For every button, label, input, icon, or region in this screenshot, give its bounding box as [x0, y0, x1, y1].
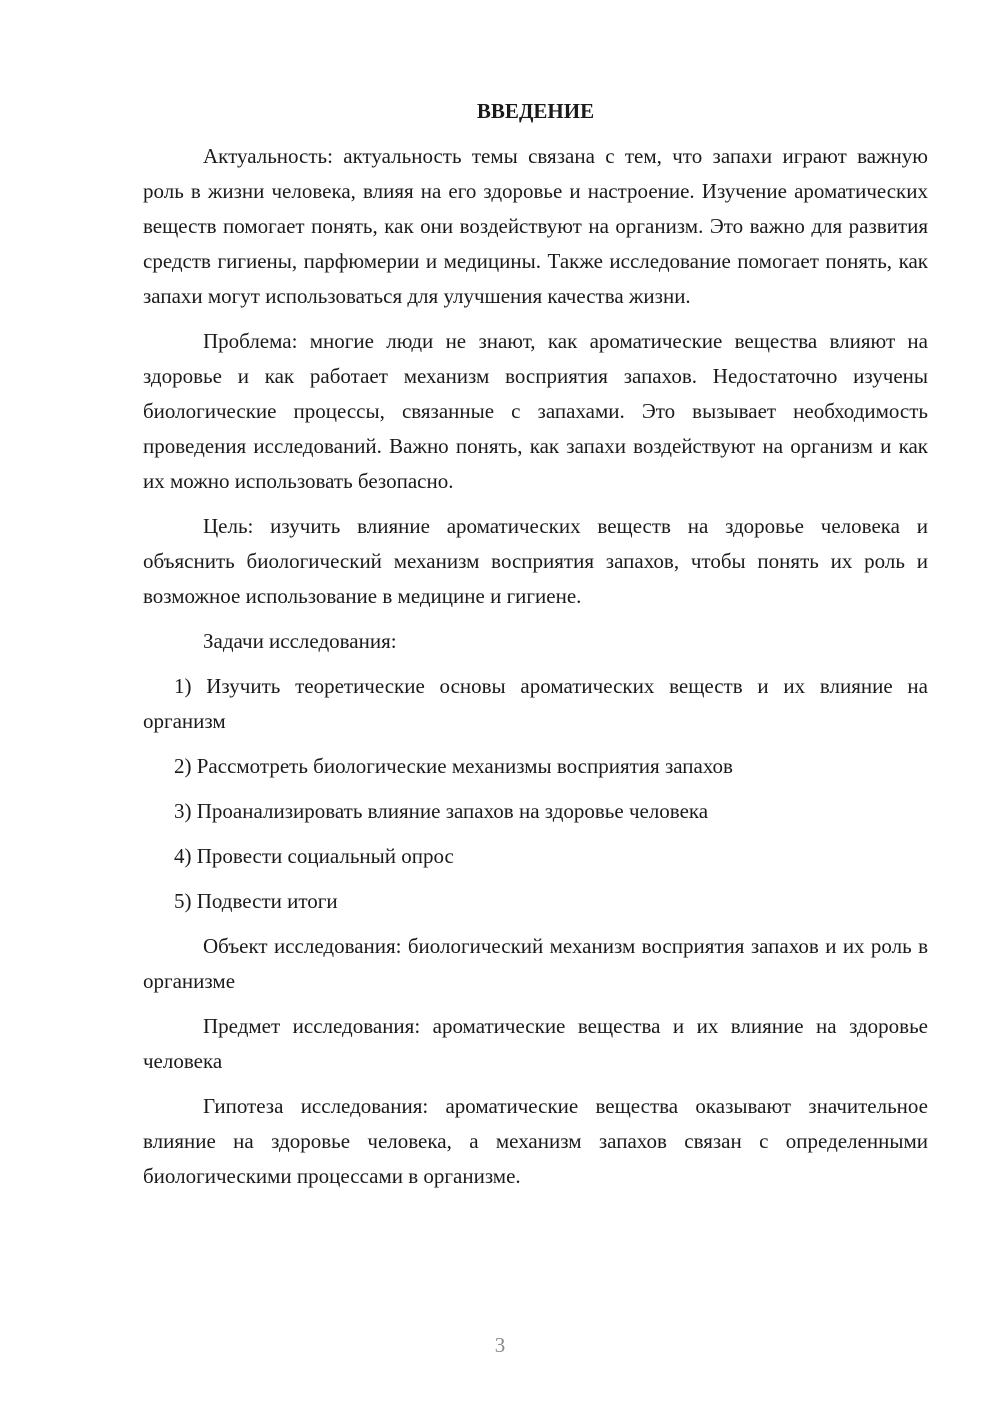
task-item-3: 3) Проанализировать влияние запахов на здоровье человека	[174, 799, 709, 823]
paragraph-tasks-heading: Задачи исследования:	[203, 629, 397, 653]
page-number: 3	[494, 1333, 506, 1357]
task-item-2: 2) Рассмотреть биологические механизмы восприятия запахов	[174, 754, 733, 778]
paragraph-object: Объект исследования: биологический механизм восприятия запахов и их роль в организме	[143, 934, 928, 993]
paragraph-hypothesis: Гипотеза исследования: ароматические вещества оказывают значительное влияние на здоровье человека, а механизм запахов связан с определенными биологическими процессами в организме.	[143, 1094, 928, 1188]
paragraph-subject: Предмет исследования: ароматические вещества и их влияние на здоровье человека	[143, 1014, 928, 1073]
paragraph-problem: Проблема: многие люди не знают, как ароматические вещества влияют на здоровье и как работает механизм восприятия запахов. Недостаточно изучены биологические процессы, связанные с запахами. Это вызывает необходимость проведения исследований. Важно понять, как запахи воздействуют на организм и как их можно использовать безопасно.	[143, 329, 928, 493]
document-body	[143, 94, 928, 1204]
paragraph-relevance: Актуальность: актуальность темы связана с тем, что запахи играют важную роль в жизни человека, влияя на его здоровье и настроение. Изучение ароматических веществ помогает понять, как они воздействуют на организм. Это важно для развития средств гигиены, парфюмерии и медицины. Также исследование помогает понять, как запахи могут использоваться для улучшения качества жизни.	[143, 144, 928, 308]
paragraph-goal: Цель: изучить влияние ароматических веществ на здоровье человека и объяснить биологический механизм восприятия запахов, чтобы понять их роль и возможное использование в медицине и гигиене.	[143, 514, 928, 608]
section-title: ВВЕДЕНИЕ	[476, 99, 595, 123]
task-item-4: 4) Провести социальный опрос	[174, 844, 454, 868]
task-item-5: 5) Подвести итоги	[174, 889, 338, 913]
task-item-1: 1) Изучить теоретические основы ароматических веществ и их влияние на организм	[143, 674, 928, 733]
